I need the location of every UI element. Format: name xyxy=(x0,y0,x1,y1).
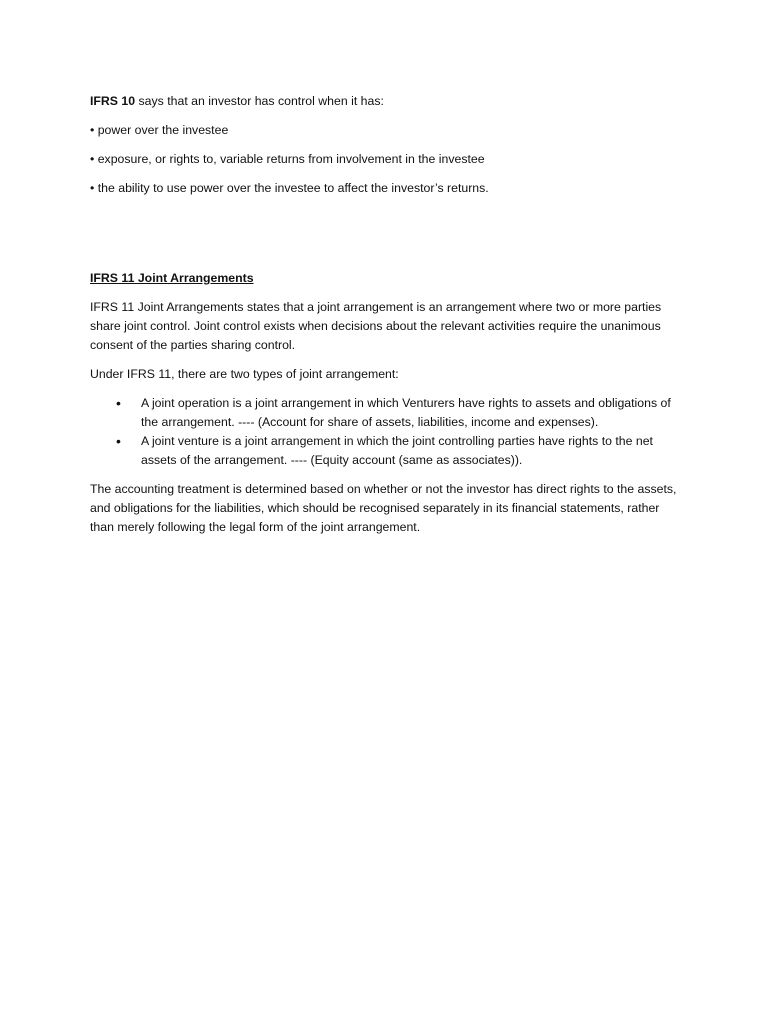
bullet-glyph: • xyxy=(116,433,121,449)
ifrs10-bullet-exposure: • exposure, or rights to, variable returns from involvement in the investee xyxy=(90,152,485,166)
ifrs10-intro-text: says that an investor has control when it has: xyxy=(135,94,384,108)
section-spacer xyxy=(90,208,682,269)
ifrs10-bullet-power: • power over the investee xyxy=(90,123,229,137)
list-item-joint-operation xyxy=(90,394,682,432)
bullet-glyph: • xyxy=(116,395,121,411)
ifrs10-bold-label: IFRS 10 xyxy=(90,94,136,108)
joint-operation-text: A joint operation is a joint arrangement in which Venturers have rights to assets and obligations of the arrangement. ---- (Account for share of assets, liabilities, income and expenses). xyxy=(141,396,671,429)
joint-arrangement-types-list xyxy=(90,394,682,470)
document-page xyxy=(90,92,682,547)
ifrs11-closing-paragraph: The accounting treatment is determined based on whether or not the investor has direct rights to the assets, and obligations for the liabilities, which should be recognised separately in its financial statements, rather than merely following the legal form of the joint arrangement. xyxy=(90,482,677,534)
list-item-joint-venture xyxy=(90,432,682,470)
ifrs11-types-intro: Under IFRS 11, there are two types of joint arrangement: xyxy=(90,367,399,381)
joint-venture-text: A joint venture is a joint arrangement in which the joint controlling parties have rights to the net assets of the arrangement. ---- (Equity account (same as associates)). xyxy=(141,434,653,467)
ifrs10-intro xyxy=(90,92,682,111)
ifrs10-bullet-ability: • the ability to use power over the investee to affect the investor’s returns. xyxy=(90,181,489,195)
ifrs11-heading: IFRS 11 Joint Arrangements xyxy=(90,271,254,285)
ifrs11-intro-paragraph: IFRS 11 Joint Arrangements states that a joint arrangement is an arrangement where two or more parties share joint control. Joint control exists when decisions about the relevant activities require the unanimous consent of the parties sharing control. xyxy=(90,300,662,352)
